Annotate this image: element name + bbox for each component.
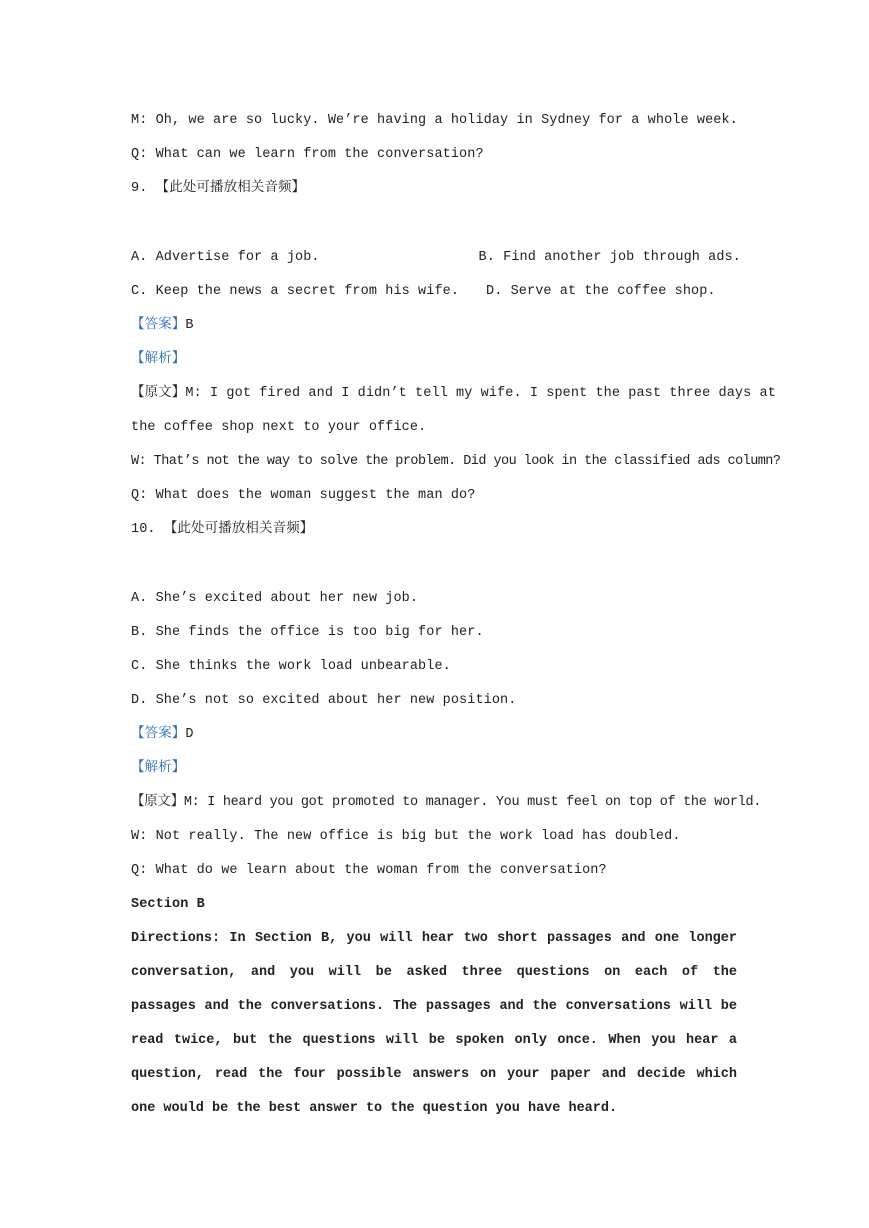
q9-analysis-label: 【解析】 — [131, 352, 186, 367]
q9-question-line: Q: What does the woman suggest the man do? — [131, 488, 476, 503]
q9-option-d: D. Serve at the coffee shop. — [486, 284, 716, 299]
q10-option-c: C. She thinks the work load unbearable. — [131, 659, 451, 674]
q8-question-line: Q: What can we learn from the conversation? — [131, 147, 484, 162]
q9-option-a: A. Advertise for a job. — [131, 250, 320, 265]
q10-analysis-label: 【解析】 — [131, 761, 186, 776]
section-b-title: Section B — [131, 897, 205, 912]
q10-question-line: Q: What do we learn about the woman from the conversation? — [131, 863, 607, 878]
q10-answer-value: D — [185, 727, 194, 742]
q9-options-row-2 — [131, 275, 741, 309]
q9-option-b: B. Find another job through ads. — [478, 250, 741, 265]
q8-man-line: M: Oh, we are so lucky. We’re having a holiday in Sydney for a whole week. — [131, 113, 738, 128]
q9-source-text-1: M: I got fired and I didn’t tell my wife. I spent the past three days at — [185, 386, 776, 401]
q10-source-text-1: M: I heard you got promoted to manager. You must feel on top of the world. — [183, 795, 762, 810]
q9-audio-label[interactable]: 【此处可播放相关音频】 — [155, 181, 306, 196]
q10-option-d: D. She’s not so excited about her new position. — [131, 693, 517, 708]
q9-source-line-2: the coffee shop next to your office. — [131, 420, 427, 435]
q10-option-b: B. She finds the office is too big for her. — [131, 625, 484, 640]
q9-number: 9. — [131, 181, 148, 196]
q9-source-line-1 — [131, 377, 776, 411]
q10-option-a: A. She’s excited about her new job. — [131, 591, 419, 606]
q9-answer — [131, 309, 741, 343]
q9-woman-line: W: That’s not the way to solve the problem. Did you look in the classified ads column? — [131, 454, 781, 469]
q10-number: 10. — [131, 522, 156, 537]
q10-header — [131, 513, 741, 547]
q10-audio-label[interactable]: 【此处可播放相关音频】 — [163, 522, 314, 537]
section-b-directions: Directions: In Section B, you will hear two short passages and one longer conversation, and you will be asked three questions on each of the passages and the conversations. The passages and the conversations will be read twice, but the questions will be spoken only once. When you hear a question, read the four possible answers on your paper and decide which one would be the best answer to the question you have heard. — [131, 931, 737, 1116]
q9-answer-label: 【答案】 — [131, 318, 186, 333]
q10-source-label: 【原文】 — [131, 795, 184, 810]
q10-woman-line: W: Not really. The new office is big but the work load has doubled. — [131, 829, 681, 844]
q10-source-line-1 — [131, 786, 762, 820]
q9-option-c: C. Keep the news a secret from his wife. — [131, 284, 460, 299]
q9-header — [131, 172, 741, 206]
q9-options-row-1 — [131, 241, 741, 275]
q10-answer-label: 【答案】 — [131, 727, 186, 742]
document-page — [131, 104, 781, 1126]
q10-answer — [131, 718, 741, 752]
q9-source-label: 【原文】 — [131, 386, 186, 401]
q9-answer-value: B — [185, 318, 194, 333]
